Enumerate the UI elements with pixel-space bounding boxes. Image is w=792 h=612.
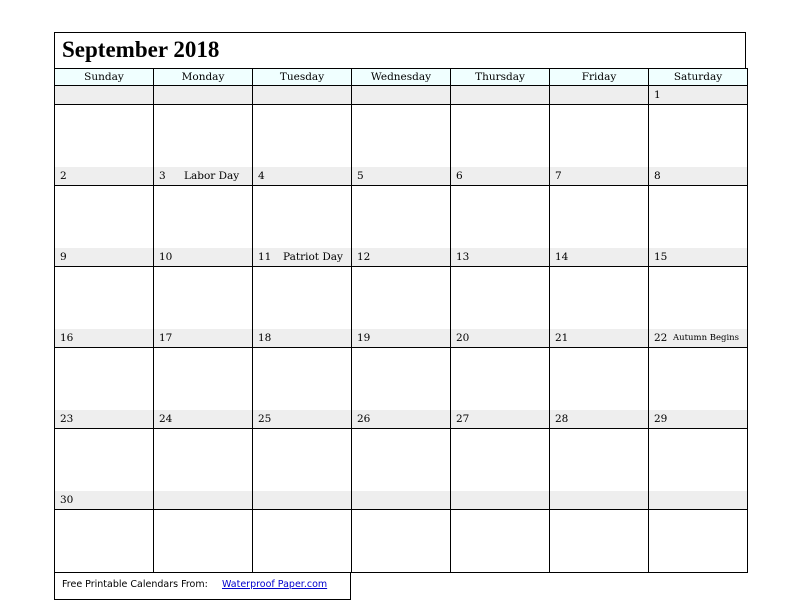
day-cell[interactable] <box>54 410 153 491</box>
day-cell[interactable] <box>450 86 549 167</box>
day-cell[interactable] <box>54 491 153 572</box>
day-cell[interactable] <box>549 410 648 491</box>
grid-line <box>54 347 748 348</box>
day-cell[interactable] <box>252 491 351 572</box>
day-cell[interactable] <box>351 86 450 167</box>
day-number: 15 <box>654 251 668 263</box>
day-number: 24 <box>159 413 173 425</box>
day-number: 20 <box>456 332 470 344</box>
grid-line <box>450 86 451 573</box>
day-number: 17 <box>159 332 173 344</box>
day-number: 6 <box>456 170 463 182</box>
grid-line <box>153 86 154 573</box>
grid-line <box>252 86 253 573</box>
day-number: 26 <box>357 413 371 425</box>
day-number: 27 <box>456 413 470 425</box>
day-number: 3 <box>159 170 166 182</box>
day-number: 30 <box>60 494 74 506</box>
day-cell[interactable] <box>648 491 747 572</box>
grid-line <box>54 86 55 573</box>
grid-line <box>549 86 550 573</box>
weekday-header-friday: Friday <box>549 68 649 86</box>
day-cell[interactable] <box>549 86 648 167</box>
day-cell[interactable] <box>351 491 450 572</box>
grid-line <box>648 86 649 573</box>
day-cell[interactable] <box>549 248 648 329</box>
day-cell[interactable] <box>153 491 252 572</box>
weekday-header-monday: Monday <box>153 68 253 86</box>
day-cell[interactable] <box>450 329 549 410</box>
day-cell[interactable] <box>54 248 153 329</box>
footer-label: Free Printable Calendars From: <box>62 579 208 590</box>
day-cell[interactable] <box>252 86 351 167</box>
day-number: 22 <box>654 332 668 344</box>
holiday-label: Autumn Begins <box>673 333 740 343</box>
day-cell[interactable] <box>648 329 747 410</box>
holiday-label: Labor Day <box>184 170 240 182</box>
page-title: September 2018 <box>62 37 220 62</box>
day-number: 11 <box>258 251 272 263</box>
day-cell[interactable] <box>54 167 153 248</box>
day-number: 13 <box>456 251 470 263</box>
day-number: 28 <box>555 413 569 425</box>
title-bar <box>54 32 746 68</box>
day-cell[interactable] <box>54 329 153 410</box>
calendar <box>54 32 747 600</box>
day-cell[interactable] <box>153 167 252 248</box>
grid-line <box>54 509 748 510</box>
day-cell[interactable] <box>648 410 747 491</box>
day-number: 5 <box>357 170 364 182</box>
day-cell[interactable] <box>648 167 747 248</box>
day-cell[interactable] <box>351 248 450 329</box>
grid-line <box>54 428 748 429</box>
day-cell[interactable] <box>549 491 648 572</box>
day-cell[interactable] <box>153 410 252 491</box>
weekday-header-tuesday: Tuesday <box>252 68 352 86</box>
day-number: 23 <box>60 413 74 425</box>
day-cell[interactable] <box>252 410 351 491</box>
day-cell[interactable] <box>351 167 450 248</box>
day-number: 16 <box>60 332 74 344</box>
day-cell[interactable] <box>252 167 351 248</box>
day-number: 7 <box>555 170 562 182</box>
day-cell[interactable] <box>648 248 747 329</box>
day-cell[interactable] <box>153 248 252 329</box>
day-cell[interactable] <box>450 248 549 329</box>
day-number: 2 <box>60 170 67 182</box>
weekday-header-wednesday: Wednesday <box>351 68 451 86</box>
day-number: 4 <box>258 170 265 182</box>
day-number: 1 <box>654 89 661 101</box>
holiday-label: Patriot Day <box>283 251 343 263</box>
day-number: 10 <box>159 251 173 263</box>
day-number: 21 <box>555 332 569 344</box>
day-number: 18 <box>258 332 272 344</box>
day-cell[interactable] <box>351 410 450 491</box>
day-number: 29 <box>654 413 668 425</box>
grid-line <box>54 266 748 267</box>
day-cell[interactable] <box>252 248 351 329</box>
day-cell[interactable] <box>450 410 549 491</box>
grid-line <box>54 185 748 186</box>
day-cell[interactable] <box>351 329 450 410</box>
day-number: 12 <box>357 251 371 263</box>
day-cell[interactable] <box>549 167 648 248</box>
footer <box>54 573 351 600</box>
weekday-header-thursday: Thursday <box>450 68 550 86</box>
day-cell[interactable] <box>153 86 252 167</box>
day-number: 9 <box>60 251 67 263</box>
day-cell[interactable] <box>450 167 549 248</box>
grid-line <box>747 86 748 573</box>
day-cell[interactable] <box>54 86 153 167</box>
day-number: 25 <box>258 413 272 425</box>
grid-line <box>54 104 748 105</box>
footer-link[interactable]: Waterproof Paper.com <box>222 579 328 590</box>
day-cell[interactable] <box>153 329 252 410</box>
day-cell[interactable] <box>648 86 747 167</box>
day-cell[interactable] <box>252 329 351 410</box>
day-number: 14 <box>555 251 569 263</box>
day-number: 8 <box>654 170 661 182</box>
weekday-header-sunday: Sunday <box>54 68 154 86</box>
weekday-header-saturday: Saturday <box>648 68 748 86</box>
day-number: 19 <box>357 332 371 344</box>
day-cell[interactable] <box>450 491 549 572</box>
day-cell[interactable] <box>549 329 648 410</box>
grid-line <box>351 86 352 573</box>
